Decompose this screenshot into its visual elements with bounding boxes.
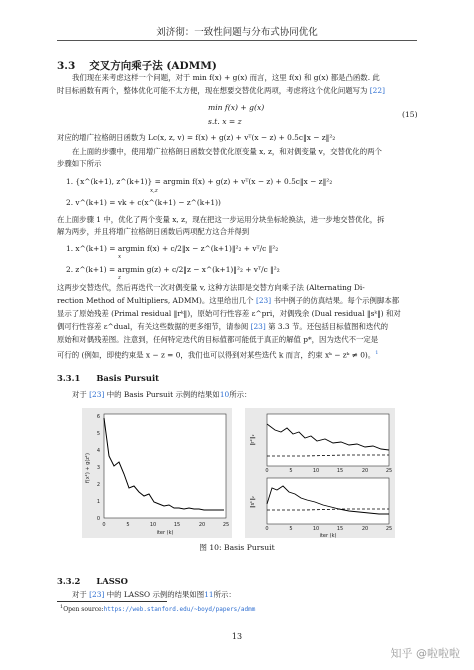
para4-line6 — [57, 347, 378, 362]
section-title: 交叉方向乘子法 (ADMM) — [89, 60, 217, 72]
para4-line3: 显示了原始残差 (Primal residual ‖rᵏ‖)，原始可行性容差 ε^pri，对偶残余 (Dual residual ‖sᵏ‖) 和对 — [57, 309, 401, 318]
x-tick: 0 — [265, 468, 269, 474]
x-axis-label: iter (k) — [319, 533, 337, 538]
subsection-331-heading — [57, 373, 159, 383]
x-tick: 10 — [312, 468, 320, 474]
intro-post: 所示： — [229, 390, 252, 399]
x-tick: 25 — [385, 526, 393, 532]
intro-pre: 对于 — [72, 590, 87, 599]
sub332-intro — [72, 589, 236, 602]
para4-line1: 这两步交替迭代，然后再迭代一次对偶变量 v, 这种方法即是交替方向乘子法 (Alternating Di- — [57, 283, 365, 292]
figure10-left-panel — [82, 408, 232, 538]
objective-plot — [82, 408, 232, 538]
y-tick: 1 — [96, 499, 100, 505]
y-tick: 0 — [96, 516, 100, 522]
subsection-title: LASSO — [96, 576, 128, 586]
para4-line2 — [57, 295, 399, 308]
x-axis-label: iter (k) — [156, 530, 174, 536]
step1-1 — [66, 176, 332, 189]
y-tick: 6 — [96, 414, 100, 420]
x-tick: 0 — [265, 526, 269, 532]
footnote-marker[interactable]: 1 — [375, 350, 379, 356]
intro-mid: 中的 Basis Pursuit 示例的结果如 — [106, 390, 220, 399]
step2-1-under: x — [118, 254, 122, 260]
y-tick: 3 — [96, 465, 100, 471]
step-formula: z^(k+1) = argmin g(z) + c/2‖z − x^(k+1)‖²₂ + vᵀ/c ‖²₂ — [75, 265, 280, 274]
para1-line2-text: 时目标函数有两个，整体优化可能不太方便，现在想要交替优化两项，考虑将这个优化问题写为 — [57, 86, 368, 95]
para2-line2: 在上面的步骤中，使用增广拉格朗日函数交替优化原变量 x, z，和对偶变量 v，交替优化的两个 — [72, 147, 382, 156]
x-tick: 20 — [198, 522, 206, 528]
x-tick: 5 — [289, 526, 293, 532]
step2-2-under: z — [118, 275, 121, 281]
para4-line4-text: 偶可行性容差 ε^dual，有关这些数据的更多细节，请参阅 — [57, 322, 249, 331]
intro-pre: 对于 — [72, 390, 87, 399]
para4-line4-end: 第 3.3 节。还包括目标值图和迭代的 — [268, 322, 389, 331]
x-tick: 25 — [222, 522, 230, 528]
footnote-url-link[interactable]: https://web.stanford.edu/~boyd/papers/admm — [103, 606, 256, 613]
x-tick: 10 — [312, 526, 320, 532]
step-formula: v^(k+1) = vk + c(x^(k+1) − z^(k+1)) — [75, 198, 221, 207]
sub331-intro — [72, 389, 251, 402]
x-tick: 25 — [385, 468, 393, 474]
watermark: 知乎 @啦啦啦 — [390, 647, 460, 660]
para4-line2-end: 书中例子的仿真结果。每个示例脚本都 — [273, 296, 400, 305]
para1-line1: 我们现在来考虑这样一个问题，对于 min f(x) + g(x) 而言，这里 f(x) 和 g(x) 都是凸函数. 此 — [72, 73, 380, 82]
step1-1-under: x,z — [150, 188, 158, 194]
ref-link-23[interactable]: [23] — [255, 296, 272, 305]
residual-plots — [245, 408, 395, 538]
y-tick: 5 — [96, 431, 100, 437]
footnote-rule — [57, 601, 167, 602]
footnote — [60, 604, 255, 613]
ref-link-23[interactable]: [23] — [89, 390, 105, 399]
x-tick: 0 — [102, 522, 106, 528]
y-axis-label: ‖rᵏ‖₂ — [250, 434, 256, 446]
y-axis-label: f(xᵏ) + g(zᵏ) — [85, 453, 91, 483]
section-number: 3.3 — [57, 60, 76, 72]
section-heading — [57, 58, 217, 73]
para3-line2: 解为两步，并且将增广拉格朗日函数后两项配方这合并得到 — [57, 227, 250, 236]
plot-area-bottom — [267, 478, 389, 524]
y-axis-label: ‖sᵏ‖₂ — [250, 496, 256, 508]
step-num: 1. — [66, 177, 74, 186]
step-num: 1. — [66, 244, 74, 253]
para3-line1: 在上面步骤 1 中，优化了两个变量 x, z，现在把这一步运用分块坐标轮换法，进一步地交替优化，拆 — [57, 215, 385, 224]
figure-link-10[interactable]: 10 — [219, 390, 230, 399]
para2-line3: 步骤如下所示 — [57, 159, 102, 168]
figure10-right-panel — [245, 408, 395, 538]
eq15-number: (15) — [402, 110, 418, 119]
step-num: 2. — [66, 265, 74, 274]
figure-link-11[interactable]: 11 — [204, 590, 214, 599]
step-formula: {x^(k+1), z^(k+1)} = argmin f(x) + g(z) + vᵀ(x − z) + 0.5c‖x − z‖²₂ — [75, 177, 333, 186]
step-formula: x^(k+1) = argmin f(x) + c/2‖x − z^(k+1)‖²₂ + vᵀ/c ‖²₂ — [75, 244, 279, 253]
para4-line2-text: rection Method of Multipliers, ADMM)。这里给出几个 — [57, 296, 254, 305]
x-tick: 5 — [289, 468, 293, 474]
x-tick: 20 — [361, 468, 369, 474]
intro-mid: 中的 LASSO 示例的结果如图 — [106, 590, 205, 599]
para4-line6-text: 可行的 (例如，即使约束是 x − z = 0，我们也可以得到对某些迭代 k 而言，约束 xᵏ − zᵏ ≠ 0)。 — [57, 350, 376, 360]
subsection-number: 3.3.2 — [57, 576, 81, 586]
intro-post: 所示： — [213, 590, 236, 599]
ref-link-22[interactable]: [22] — [369, 86, 385, 95]
step-num: 2. — [66, 198, 74, 207]
x-tick: 15 — [173, 522, 181, 528]
subsection-title: Basis Pursuit — [96, 373, 160, 383]
para1-line2 — [57, 85, 385, 98]
step2-1 — [66, 243, 278, 256]
x-tick: 5 — [126, 522, 130, 528]
plot-area — [104, 414, 226, 518]
ref-link-23[interactable]: [23] — [89, 590, 105, 599]
eq15-constraint: s.t. x = z — [208, 117, 242, 126]
x-tick: 10 — [149, 522, 157, 528]
step2-2 — [66, 264, 280, 277]
para4-line4 — [57, 321, 388, 334]
running-header: 刘济彻：一致性问题与分布式协同优化 — [156, 27, 318, 38]
ref-link-23[interactable]: [23] — [250, 322, 266, 331]
subsection-332-heading — [57, 576, 128, 586]
y-tick: 4 — [96, 448, 100, 454]
footnote-mark: 1 — [60, 604, 64, 610]
eq15-objective: min f(x) + g(x) — [208, 103, 265, 112]
para4-line5: 原始和对偶残差图。注意到，任何特定迭代的目标值都可能低于真正的解值 p*，因为迭代不一定是 — [57, 335, 379, 344]
subsection-number: 3.3.1 — [57, 373, 81, 383]
footnote-label: Open source: — [63, 606, 104, 613]
y-tick: 2 — [96, 482, 100, 488]
para2-line1: 对应的增广拉格朗日函数为 Lc(x, z, v) = f(x) + g(z) + vᵀ(x − z) + 0.5c‖x − z‖²₂ — [57, 133, 336, 142]
page-number: 13 — [231, 632, 243, 641]
x-tick: 15 — [336, 468, 344, 474]
header-rule — [57, 40, 417, 41]
x-tick: 15 — [336, 526, 344, 532]
x-tick: 20 — [361, 526, 369, 532]
figure10-caption: 图 10: Basis Pursuit — [199, 543, 275, 552]
step1-2 — [66, 197, 221, 210]
